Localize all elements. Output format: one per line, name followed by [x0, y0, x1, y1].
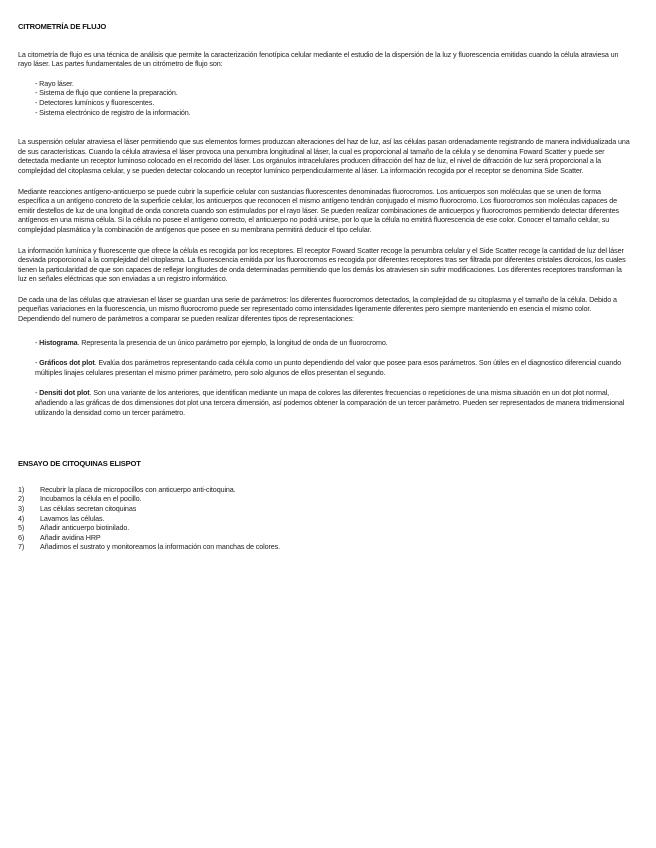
fluorochrome-paragraph: Mediante reacciones antígeno-anticuerpo se puede cubrir la superficie celular con sustancias fluorescentes denominadas fluorocromos. Los anticuerpos son moléculas que se unen de forma específica a un antígeno concreto de la superficie celular, los anticuerpos que reconocen el mismo antígeno tendrán conjugado el mismo fluorocromo. Los fluorocromos son moléculas capaces de emitir destellos de luz de una longitud de onda concreta cuando son estimulados por el rayo láser. Se pueden realizar combinaciones de anticuerpos y fluorocromos permitiendo detectar diferentes antígenos en una misma célula. Si la célula no posee el antígeno correcto, el anticuerpo no podrá unirse, por lo que la célula no emitirá fluorescencia de ese color. Conocer el tamaño celular, su complejidad plasmática y la combinación de antígenos que posee en su membrana permitirá deducir el tipo celular.: [18, 186, 619, 234]
step-text: Recubrir la placa de micropocillos con anticuerpo anti-citoquina.: [40, 484, 236, 494]
item-text: . Son una variante de los anteriores, que identifican mediante un mapa de colores las diferentes frecuencias o repeticiones de una misma situación en un dot plot normal, añadiendo a las gráficas de dos dimensiones dot plot una tercera dimensión, así podemos obtener la comparación de un tercer parámetro. Pueden ser representados de manera tridimensional utilizando la densidad como un tercer parámetro.: [35, 388, 625, 417]
list-item: - Sistema electrónico de registro de la información.: [35, 107, 191, 117]
item-prefix: -: [35, 337, 40, 347]
step-number: 3): [18, 504, 25, 513]
step-text: Añadir avidina HRP: [40, 532, 101, 542]
list-item: - Sistema de flujo que contiene la preparación.: [35, 88, 178, 98]
step-number: 4): [18, 513, 25, 523]
parameters-paragraph: De cada una de las células que atraviesan el láser se guardan una serie de parámetros: los diferentes fluorocromos detectados, la complejidad de su citoplasma y el tamaño de la célula. Debido a pequeñas variaciones en la fluorescencia, un mismo fluorocromo puede ser representado como intensidades ligeramente diferentes pero siempre manteniendo en esencia el mismo color. Dependiendo del numero de parámetros a comparar se pueden realizar diferentes tipos de representaciones:: [18, 294, 617, 324]
representation-item-histogram: [18, 338, 632, 348]
cytometer-parts-list: [18, 79, 632, 117]
step-text: Añadir anticuerpo biotinilado.: [40, 523, 130, 533]
list-item: - Detectores lumínicos y fluorescentes.: [35, 97, 155, 107]
item-text: . Representa la presencia de un único parámetro por ejemplo, la longitud de onda de un fluorocromo.: [77, 337, 388, 347]
item-prefix: -: [35, 358, 40, 368]
list-item: [18, 533, 632, 543]
step-text: Las células secretan citoquinas: [40, 504, 137, 513]
item-term: Histograma: [39, 337, 78, 347]
step-number: 6): [18, 532, 25, 542]
step-text: Lavamos las células.: [40, 513, 105, 523]
list-item: [18, 504, 632, 514]
elispot-steps-list: [18, 485, 632, 552]
list-item: [18, 542, 632, 552]
section-title-elispot: ENSAYO DE CITOQUINAS ELISPOT: [18, 459, 141, 469]
step-number: 7): [18, 542, 25, 552]
list-item: [18, 494, 632, 504]
step-number: 1): [18, 484, 25, 494]
step-number: 5): [18, 523, 25, 533]
section-title-citometria: CITROMETRÍA DE FLUJO: [18, 22, 107, 31]
receptors-paragraph: La información lumínica y fluorescente que ofrece la célula es recogida por los receptores. El receptor Foward Scatter recoge la penumbra celular y el Side Scatter recoge la cantidad de luz del láser desviada proporcional a la complejidad del citoplasma. La fluorescencia emitida por los fluorocromos es recogida por diferentes receptores tras ser filtrada por diferentes cristales dicroicos, los cuales tienen la particularidad de que son capaces de reflejar longitudes de onda determinadas permitiendo que los demás los atraviesen sin sufrir modificaciones. Los diferentes receptores transforman la luz en señales eléctricas que son enviadas a un registro informático.: [18, 245, 626, 284]
list-item: [18, 523, 632, 533]
step-text: Añadimos el sustrato y monitoreamos la información con manchas de colores.: [40, 542, 281, 552]
item-term: Gráficos dot plot: [39, 358, 95, 368]
item-text: . Evalúa dos parámetros representando cada célula como un punto dependiendo del valor que posee para esos parámetros. Son útiles en el diagnostico diferencial cuando múltiples linajes celulares presentan el mismo primer parámetro, pero solo algunos de ellos presentan el segundo.: [35, 358, 622, 377]
list-item: [18, 514, 632, 524]
representation-item-dot-plot: [18, 358, 632, 377]
item-term: Densiti dot plot: [39, 388, 90, 398]
step-number: 2): [18, 494, 25, 504]
list-item: [18, 485, 632, 495]
scatter-paragraph: La suspensión celular atraviesa el láser permitiendo que sus elementos formes produzcan alteraciones del haz de luz, así las células pasan ordenadamente registrando de manera individualizada una de sus características. Cuando la célula atraviesa el láser provoca una penumbra longitudinal al láser, la cual es proporcional al tamaño de la célula y se denomina Foward Scatter y puede ser detectada mediante un receptor luminoso colocado en el recorrido del láser. Los orgánulos intracelulares producen difracción del haz de luz, el nivel de difracción de luz será proporcional a la complejidad del citoplasma celular, y se pueden detectar colocando un receptor lumínico perpendicularmente al láser. La información recogida por el receptor se denomina Side Scatter.: [18, 137, 630, 175]
item-prefix: -: [35, 388, 40, 398]
representation-item-density-dot-plot: [18, 388, 632, 417]
list-item: - Rayo láser.: [35, 78, 74, 88]
intro-paragraph: La citometría de flujo es una técnica de análisis que permite la caracterización fenotípica celular mediante el estudio de la dispersión de la luz y fluorescencia emitidas cuando la célula atraviesa un rayo láser. Las partes fundamentales de un citrómetro de flujo son:: [18, 49, 619, 69]
step-text: Incubamos la célula en el pocillo.: [40, 494, 142, 504]
